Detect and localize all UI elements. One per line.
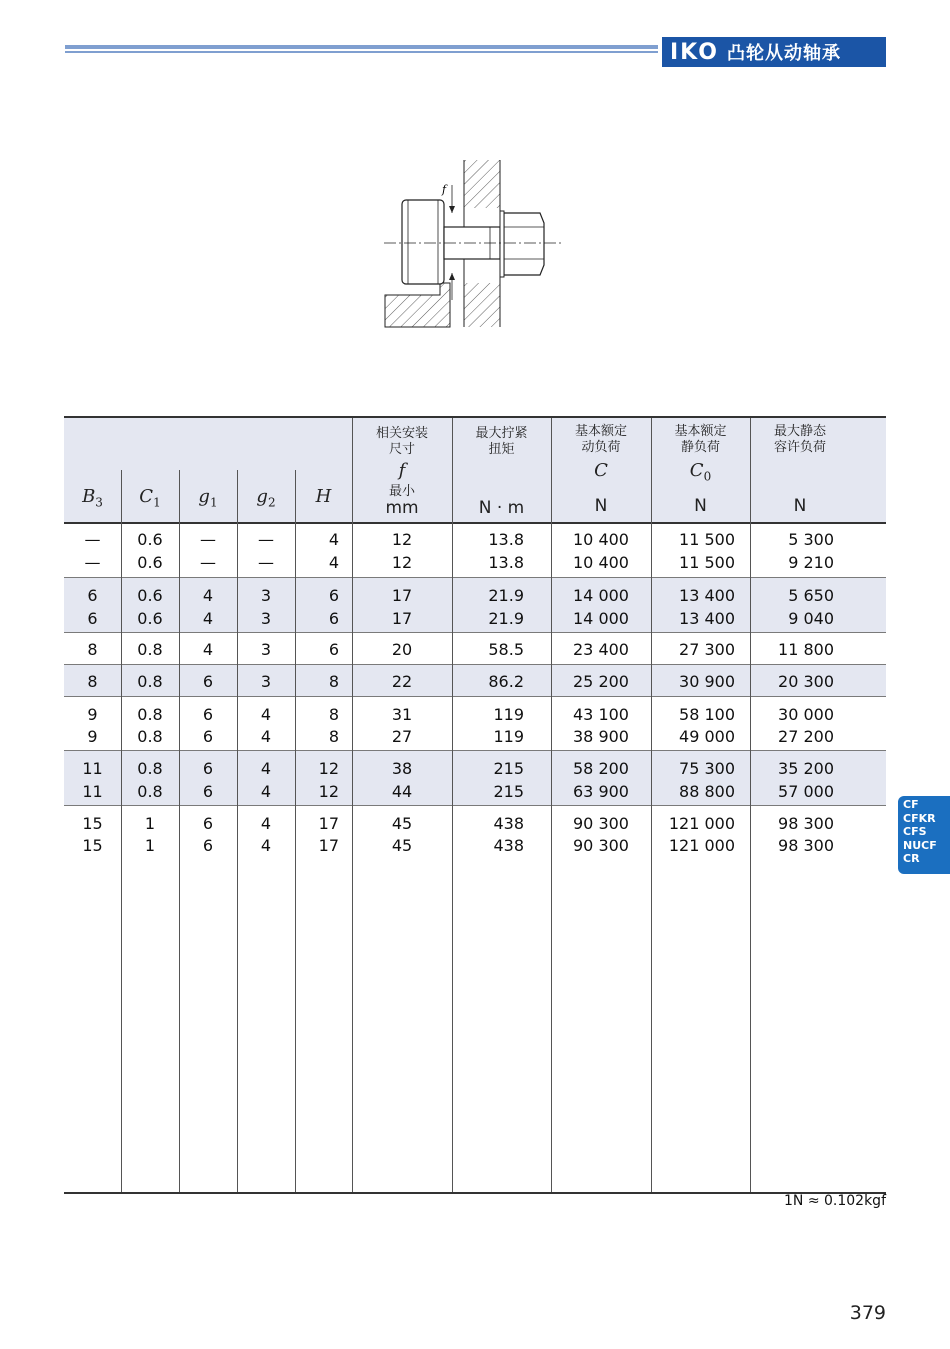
table-cell: 8 <box>328 705 339 724</box>
table-cell: 12 <box>318 782 339 801</box>
row-separator <box>64 632 886 633</box>
table-cell: 22 <box>391 672 413 691</box>
table-cell: 90 300 <box>573 836 629 855</box>
table-cell: 9 <box>87 705 98 724</box>
table-cell: 0.8 <box>137 705 163 724</box>
table-cell: 1 <box>144 814 156 833</box>
header-max-load-label: 最大静态 容许负荷 <box>773 424 826 455</box>
table-cell: 31 <box>391 705 413 724</box>
header-static-unit: N <box>694 496 707 516</box>
section-title: 凸轮从动轴承 <box>726 43 841 64</box>
table-cell: 15 <box>82 836 103 855</box>
table-cell: 12 <box>391 553 413 572</box>
table-cell: 119 <box>493 705 524 724</box>
table-cell: 4 <box>260 814 272 833</box>
table-cell: — <box>258 530 274 549</box>
table-cell: 0.6 <box>137 553 163 572</box>
brand-logo: IKO <box>670 39 719 65</box>
table-cell: 20 300 <box>778 672 834 691</box>
row-separator <box>64 696 886 697</box>
table-cell: 98 300 <box>778 836 834 855</box>
table-cell: 215 <box>493 782 524 801</box>
table-cell: 6 <box>202 759 214 778</box>
table-cell: 11 800 <box>778 640 834 659</box>
table-cell: 21.9 <box>488 609 524 628</box>
table-cell: 0.6 <box>137 530 163 549</box>
row-separator <box>64 805 886 806</box>
table-cell: 5 300 <box>788 530 834 549</box>
section-index-tab[interactable] <box>898 796 950 874</box>
table-cell: 9 <box>87 727 98 746</box>
table-cell: 10 400 <box>573 553 629 572</box>
table-cell: 6 <box>87 586 98 605</box>
table-cell: 4 <box>328 530 339 549</box>
table-cell: 0.8 <box>137 672 163 691</box>
table-cell: 0.8 <box>137 640 163 659</box>
table-cell: — <box>200 530 216 549</box>
table-cell: 17 <box>391 609 413 628</box>
dimension-label-f: f <box>442 183 447 196</box>
header-b3: $B_3$ <box>82 486 103 510</box>
table-cell: 45 <box>391 814 413 833</box>
header-dynamic-unit: N <box>594 496 608 516</box>
table-cell: 4 <box>260 705 272 724</box>
header-static-label: 基本额定 静负荷 <box>674 424 727 455</box>
table-cell: 121 000 <box>668 814 735 833</box>
header-g1: $g_1$ <box>198 486 218 510</box>
table-cell: 0.6 <box>137 586 163 605</box>
table-cell: — <box>84 530 101 549</box>
table-cell: 17 <box>318 814 339 833</box>
side-tab-item: CFS <box>903 825 927 838</box>
table-cell: 3 <box>260 609 272 628</box>
table-cell: 5 650 <box>788 586 834 605</box>
table-cell: 121 000 <box>668 836 735 855</box>
table-cell: 57 000 <box>778 782 834 801</box>
table-cell: 86.2 <box>488 672 524 691</box>
table-cell: 8 <box>87 672 98 691</box>
header-dynamic-label: 基本额定 动负荷 <box>574 424 627 455</box>
table-cell: 4 <box>260 759 272 778</box>
table-cell: 119 <box>493 727 524 746</box>
table-cell: 8 <box>87 640 98 659</box>
row-separator <box>64 750 886 751</box>
table-cell: 0.8 <box>137 759 163 778</box>
page-number: 379 <box>849 1302 886 1324</box>
unit-footnote: 1N ≈ 0.102kgf <box>783 1193 886 1209</box>
brand-banner <box>662 37 886 67</box>
table-cell: 12 <box>318 759 339 778</box>
header-h: H <box>315 486 332 507</box>
header-mount-symbol: f <box>398 460 406 481</box>
mounting-drawing <box>380 155 580 330</box>
table-cell: 11 <box>82 782 103 801</box>
table-cell: 44 <box>391 782 413 801</box>
header-static-symbol: $C_0$ <box>689 460 712 484</box>
row-separator <box>64 577 886 578</box>
header-dynamic-symbol: C <box>594 460 608 481</box>
table-cell: 11 500 <box>679 553 735 572</box>
table-cell: 6 <box>202 705 214 724</box>
table-cell: 21.9 <box>488 586 524 605</box>
table-cell: — <box>84 553 101 572</box>
table-cell: 13 400 <box>679 609 735 628</box>
table-cell: 8 <box>328 727 339 746</box>
table-cell: 6 <box>202 782 214 801</box>
table-cell: 25 200 <box>573 672 629 691</box>
header-mount-min: 最小 <box>388 484 415 499</box>
table-cell: 1 <box>144 836 156 855</box>
row-separator <box>64 664 886 665</box>
table-cell: 27 <box>391 727 413 746</box>
table-cell: 43 100 <box>573 705 629 724</box>
table-cell: 6 <box>202 727 214 746</box>
table-cell: 6 <box>202 836 214 855</box>
side-tab-item: NUCF <box>903 838 937 852</box>
header-g2: $g_2$ <box>256 486 276 510</box>
table-cell: 45 <box>391 836 413 855</box>
table-cell: 30 900 <box>679 672 735 691</box>
table-cell: 12 <box>391 530 413 549</box>
table-cell: 4 <box>260 727 272 746</box>
table-cell: 58 200 <box>573 759 629 778</box>
table-cell: 6 <box>328 640 339 659</box>
table-cell: 6 <box>202 814 214 833</box>
table-cell: 38 900 <box>573 727 629 746</box>
table-cell: 6 <box>87 609 98 628</box>
table-cell: 98 300 <box>778 814 834 833</box>
table-cell: 58 100 <box>679 705 735 724</box>
table-cell: 215 <box>493 759 524 778</box>
table-cell: 9 040 <box>788 609 834 628</box>
table-cell: 8 <box>328 672 339 691</box>
table-cell: 15 <box>82 814 103 833</box>
table-cell: 35 200 <box>778 759 834 778</box>
table-cell: 4 <box>202 640 214 659</box>
table-cell: 63 900 <box>573 782 629 801</box>
table-cell: 75 300 <box>679 759 735 778</box>
table-cell: 14 000 <box>573 609 629 628</box>
table-cell: 4 <box>260 782 272 801</box>
table-cell: 3 <box>260 672 272 691</box>
table-cell: — <box>200 553 216 572</box>
table-cell: 438 <box>493 836 524 855</box>
table-cell: 58.5 <box>488 640 524 659</box>
table-cell: 4 <box>260 836 272 855</box>
table-cell: 4 <box>202 586 214 605</box>
header-torque-unit: N · m <box>478 498 525 518</box>
table-cell: 10 400 <box>573 530 629 549</box>
table-cell: 6 <box>328 586 339 605</box>
table-cell: 27 200 <box>778 727 834 746</box>
header-mount-label: 相关安装 尺寸 <box>375 426 428 457</box>
table-cell: 17 <box>391 586 413 605</box>
side-tab-item: CR <box>903 852 920 865</box>
table-cell: 38 <box>391 759 413 778</box>
table-cell: 9 210 <box>788 553 834 572</box>
table-cell: 14 000 <box>573 586 629 605</box>
header-torque-label: 最大拧紧 扭矩 <box>475 426 528 457</box>
table-cell: 88 800 <box>679 782 735 801</box>
header-c1: $C_1$ <box>139 486 161 510</box>
table-cell: 4 <box>202 609 214 628</box>
table-cell: 3 <box>260 640 272 659</box>
table-cell: 23 400 <box>573 640 629 659</box>
table-cell: 13.8 <box>488 530 524 549</box>
specification-table <box>64 416 886 1194</box>
table-cell: 0.8 <box>137 727 163 746</box>
header-max-load-unit: N <box>793 496 807 516</box>
table-cell: 13 400 <box>679 586 735 605</box>
table-cell: 27 300 <box>679 640 735 659</box>
header-rule-thin <box>65 51 658 53</box>
table-cell: — <box>258 553 274 572</box>
table-cell: 4 <box>328 553 339 572</box>
header-rule <box>65 45 658 49</box>
side-tab-item: CF <box>903 798 919 811</box>
table-cell: 11 500 <box>679 530 735 549</box>
table-cell: 0.8 <box>137 782 163 801</box>
header-mount-unit: mm <box>385 498 419 518</box>
side-tab-item: CFKR <box>903 811 936 825</box>
table-cell: 438 <box>493 814 524 833</box>
table-cell: 11 <box>82 759 103 778</box>
table-cell: 0.6 <box>137 609 163 628</box>
table-cell: 17 <box>318 836 339 855</box>
table-cell: 30 000 <box>778 705 834 724</box>
table-cell: 13.8 <box>488 553 524 572</box>
table-cell: 20 <box>391 640 413 659</box>
table-cell: 3 <box>260 586 272 605</box>
table-cell: 6 <box>328 609 339 628</box>
table-cell: 90 300 <box>573 814 629 833</box>
table-cell: 49 000 <box>679 727 735 746</box>
table-cell: 6 <box>202 672 214 691</box>
